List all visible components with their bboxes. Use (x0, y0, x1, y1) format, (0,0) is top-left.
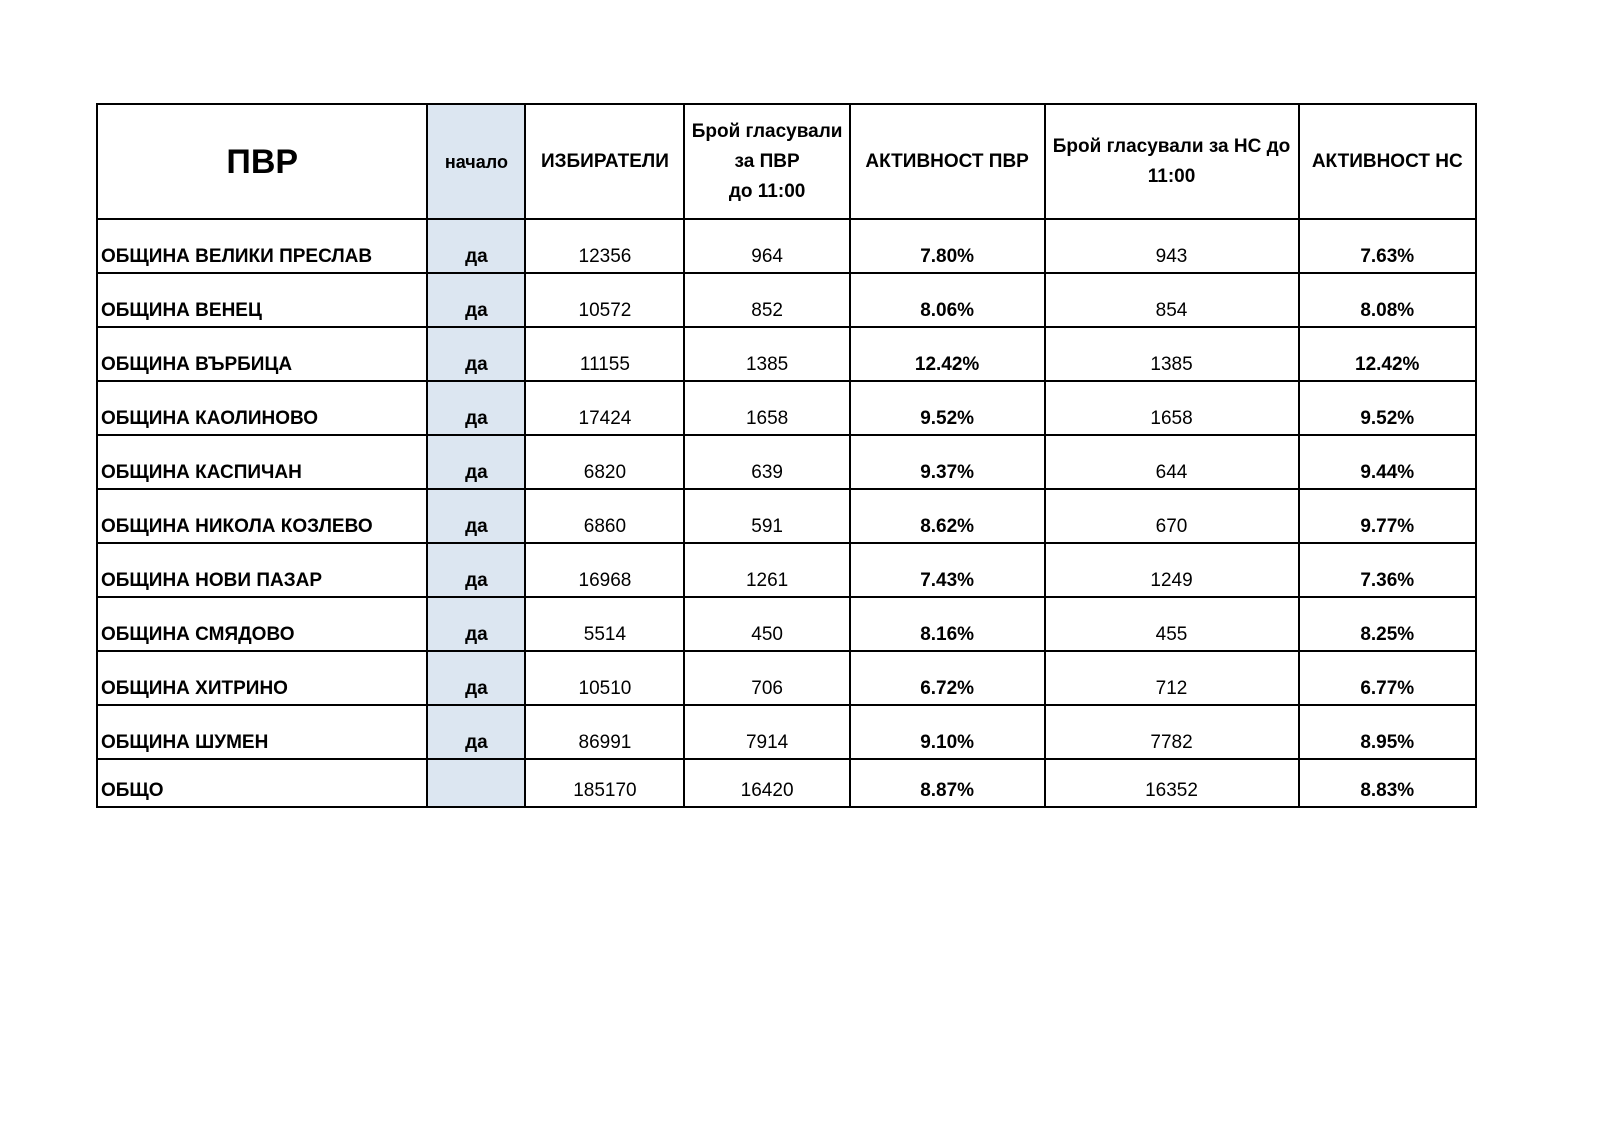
voters-cell: 6860 (525, 489, 684, 543)
header-voters: ИЗБИРАТЕЛИ (525, 104, 684, 219)
header-voted-ns-line1: Брой гласували за НС до (1052, 135, 1291, 157)
voted-ns-cell: 943 (1045, 219, 1299, 273)
voted-ns-cell: 7782 (1045, 705, 1299, 759)
voted-pvr-cell: 1385 (684, 327, 849, 381)
voters-cell: 5514 (525, 597, 684, 651)
start-cell: да (427, 651, 525, 705)
voted-pvr-cell: 706 (684, 651, 849, 705)
header-voted-pvr-line1: Брой гласували (691, 120, 843, 142)
activity-ns-cell: 7.36% (1299, 543, 1477, 597)
turnout-table (96, 103, 1477, 808)
header-activity-pvr: АКТИВНОСТ ПВР (850, 104, 1045, 219)
activity-pvr-cell: 8.62% (850, 489, 1045, 543)
voted-pvr-cell: 852 (684, 273, 849, 327)
start-cell: да (427, 705, 525, 759)
municipality-name: ОБЩИНА ХИТРИНО (97, 651, 427, 705)
total-label: ОБЩО (97, 759, 427, 807)
total-start-cell (427, 759, 525, 807)
start-cell: да (427, 327, 525, 381)
total-voted-ns-cell: 16352 (1045, 759, 1299, 807)
activity-ns-cell: 9.44% (1299, 435, 1477, 489)
start-cell: да (427, 597, 525, 651)
total-voters-cell: 185170 (525, 759, 684, 807)
activity-ns-cell: 6.77% (1299, 651, 1477, 705)
total-activity-ns-cell: 8.83% (1299, 759, 1477, 807)
voted-pvr-cell: 591 (684, 489, 849, 543)
voters-cell: 17424 (525, 381, 684, 435)
municipality-name: ОБЩИНА КАОЛИНОВО (97, 381, 427, 435)
activity-ns-cell: 8.25% (1299, 597, 1477, 651)
voters-cell: 11155 (525, 327, 684, 381)
activity-pvr-cell: 7.80% (850, 219, 1045, 273)
table-row (97, 543, 1476, 597)
table-row (97, 435, 1476, 489)
start-cell: да (427, 543, 525, 597)
table-header (97, 104, 1476, 219)
municipality-name: ОБЩИНА ШУМЕН (97, 705, 427, 759)
activity-ns-cell: 8.08% (1299, 273, 1477, 327)
activity-ns-cell: 9.77% (1299, 489, 1477, 543)
voters-cell: 16968 (525, 543, 684, 597)
voted-ns-cell: 712 (1045, 651, 1299, 705)
voters-cell: 10510 (525, 651, 684, 705)
voted-pvr-cell: 1658 (684, 381, 849, 435)
voted-ns-cell: 644 (1045, 435, 1299, 489)
table-row (97, 273, 1476, 327)
table-row (97, 597, 1476, 651)
header-voted-pvr-line3: до 11:00 (728, 180, 806, 202)
voters-cell: 10572 (525, 273, 684, 327)
municipality-name: ОБЩИНА ВЪРБИЦА (97, 327, 427, 381)
voted-ns-cell: 455 (1045, 597, 1299, 651)
activity-pvr-cell: 8.06% (850, 273, 1045, 327)
voted-ns-cell: 1385 (1045, 327, 1299, 381)
municipality-name: ОБЩИНА КАСПИЧАН (97, 435, 427, 489)
voted-ns-cell: 854 (1045, 273, 1299, 327)
activity-ns-cell: 7.63% (1299, 219, 1477, 273)
voted-pvr-cell: 639 (684, 435, 849, 489)
voted-pvr-cell: 7914 (684, 705, 849, 759)
header-voted-pvr-line2: за ПВР (734, 150, 800, 172)
voted-pvr-cell: 1261 (684, 543, 849, 597)
table-body (97, 219, 1476, 807)
municipality-name: ОБЩИНА ВЕЛИКИ ПРЕСЛАВ (97, 219, 427, 273)
municipality-name: ОБЩИНА НОВИ ПАЗАР (97, 543, 427, 597)
activity-pvr-cell: 9.37% (850, 435, 1045, 489)
header-activity-ns: АКТИВНОСТ НС (1299, 104, 1477, 219)
activity-ns-cell: 9.52% (1299, 381, 1477, 435)
header-voted-pvr (684, 104, 849, 219)
total-row (97, 759, 1476, 807)
table-row (97, 219, 1476, 273)
municipality-name: ОБЩИНА ВЕНЕЦ (97, 273, 427, 327)
table-row (97, 327, 1476, 381)
activity-pvr-cell: 8.16% (850, 597, 1045, 651)
activity-pvr-cell: 9.52% (850, 381, 1045, 435)
voted-ns-cell: 1249 (1045, 543, 1299, 597)
activity-pvr-cell: 6.72% (850, 651, 1045, 705)
table-title: ПВР (97, 104, 427, 219)
voters-cell: 86991 (525, 705, 684, 759)
start-cell: да (427, 273, 525, 327)
table-row (97, 651, 1476, 705)
activity-ns-cell: 12.42% (1299, 327, 1477, 381)
activity-ns-cell: 8.95% (1299, 705, 1477, 759)
table-row (97, 381, 1476, 435)
start-cell: да (427, 381, 525, 435)
voted-pvr-cell: 450 (684, 597, 849, 651)
voters-cell: 6820 (525, 435, 684, 489)
header-voted-ns (1045, 104, 1299, 219)
table-row (97, 489, 1476, 543)
voters-cell: 12356 (525, 219, 684, 273)
start-cell: да (427, 489, 525, 543)
header-row (97, 104, 1476, 219)
activity-pvr-cell: 7.43% (850, 543, 1045, 597)
voted-pvr-cell: 964 (684, 219, 849, 273)
total-voted-pvr-cell: 16420 (684, 759, 849, 807)
voted-ns-cell: 670 (1045, 489, 1299, 543)
municipality-name: ОБЩИНА НИКОЛА КОЗЛЕВО (97, 489, 427, 543)
voted-ns-cell: 1658 (1045, 381, 1299, 435)
municipality-name: ОБЩИНА СМЯДОВО (97, 597, 427, 651)
activity-pvr-cell: 9.10% (850, 705, 1045, 759)
header-start: начало (427, 104, 525, 219)
start-cell: да (427, 435, 525, 489)
header-voted-ns-line2: 11:00 (1147, 165, 1196, 187)
table-row (97, 705, 1476, 759)
activity-pvr-cell: 12.42% (850, 327, 1045, 381)
start-cell: да (427, 219, 525, 273)
total-activity-pvr-cell: 8.87% (850, 759, 1045, 807)
